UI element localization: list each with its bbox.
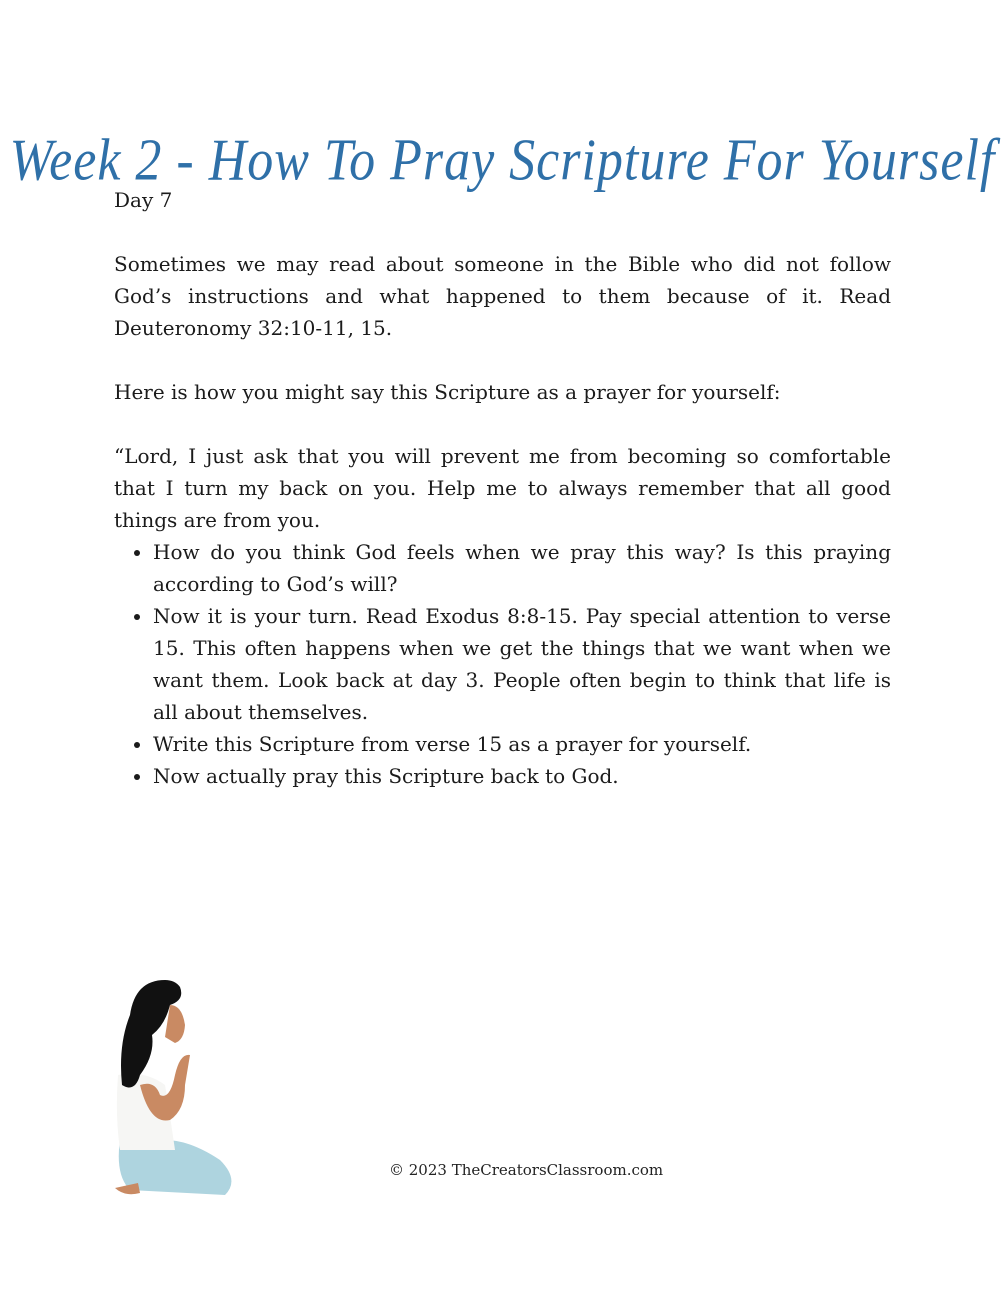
intro-paragraph: Sometimes we may read about someone in the Bible who did not follow God’s instructions and what happened to them because of it. Read Deuteronomy 32:10-11, 15. xyxy=(114,252,891,340)
praying-woman-illustration xyxy=(110,975,245,1205)
list-item: • How do you think God feels when we pray this way? Is this praying according to God’s will? xyxy=(153,536,891,600)
page-title: Week 2 - How To Pray Scripture For Yourself xyxy=(9,127,996,194)
list-item: • Write this Scripture from verse 15 as a prayer for yourself. xyxy=(153,728,891,760)
list-item: • Now actually pray this Scripture back to God. xyxy=(153,760,891,792)
list-item: • Now it is your turn. Read Exodus 8:8-15. Pay special attention to verse 15. This often happens when we get the things that we want when we want them. Look back at day 3. People often begin to think that life is all about themselves. xyxy=(153,600,891,728)
instruction-paragraph: Here is how you might say this Scripture as a prayer for yourself: xyxy=(114,380,781,404)
document-body xyxy=(114,184,891,792)
question-list xyxy=(114,536,891,792)
prayer-paragraph: “Lord, I just ask that you will prevent me from becoming so comfortable that I turn my back on you. Help me to always remember that all good things are from you. xyxy=(114,444,891,532)
copyright-footer: © 2023 TheCreatorsClassroom.com xyxy=(389,1161,664,1179)
day-label: Day 7 xyxy=(114,188,173,212)
